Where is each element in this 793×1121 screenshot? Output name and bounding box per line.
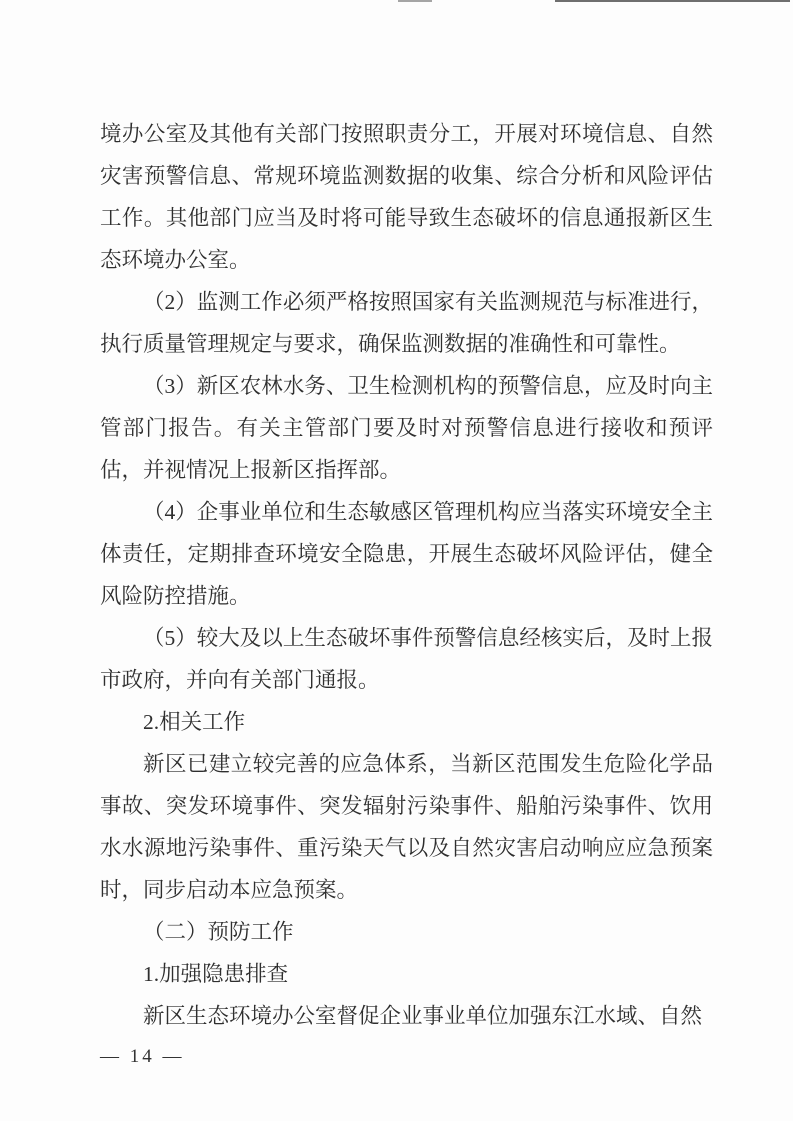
item-5-report-to-city: （5）较大及以上生态破坏事件预警信息经核实后，及时上报市政府，并向有关部门通报。 bbox=[100, 626, 713, 692]
paragraph-hazard-inspection-start: 新区生态环境办公室督促企业事业单位加强东江水域、自然 bbox=[143, 1004, 703, 1028]
scan-artifact-top-right bbox=[555, 0, 790, 2]
paragraph-continuation: 境办公室及其他有关部门按照职责分工，开展对环境信息、自然灾害预警信息、常规环境监测数据的收集、综合分析和风险评估工作。其他部门应当及时将可能导致生态破坏的信息通报新区生态环境办公室。 bbox=[100, 122, 713, 272]
item-3-warning-info-report: （3）新区农林水务、卫生检测机构的预警信息，应及时向主管部门报告。有关主管部门要及时对预警信息进行接收和预评估，并视情况上报新区指挥部。 bbox=[100, 374, 713, 482]
paragraph-emergency-system: 新区已建立较完善的应急体系，当新区范围发生危险化学品事故、突发环境事件、突发辐射污染事件、船舶污染事件、饮用水水源地污染事件、重污染天气以及自然灾害启动响应应急预案时，同步启动本应急预案。 bbox=[100, 752, 713, 902]
item-2-monitoring-standards: （2）监测工作必须严格按照国家有关监测规范与标准进行，执行质量管理规定与要求，确保监测数据的准确性和可靠性。 bbox=[100, 290, 713, 356]
item-4-enterprise-responsibility: （4）企事业单位和生态敏感区管理机构应当落实环境安全主体责任，定期排查环境安全隐患，开展生态破坏风险评估，健全风险防控措施。 bbox=[100, 500, 713, 608]
heading-related-work: 2.相关工作 bbox=[143, 710, 246, 734]
document-body bbox=[100, 113, 713, 1037]
heading-hazard-inspection: 1.加强隐患排查 bbox=[143, 962, 289, 986]
heading-prevention-work: （二）预防工作 bbox=[143, 920, 294, 944]
page-number: — 14 — bbox=[100, 1046, 185, 1067]
scan-artifact-top-center bbox=[398, 0, 432, 2]
